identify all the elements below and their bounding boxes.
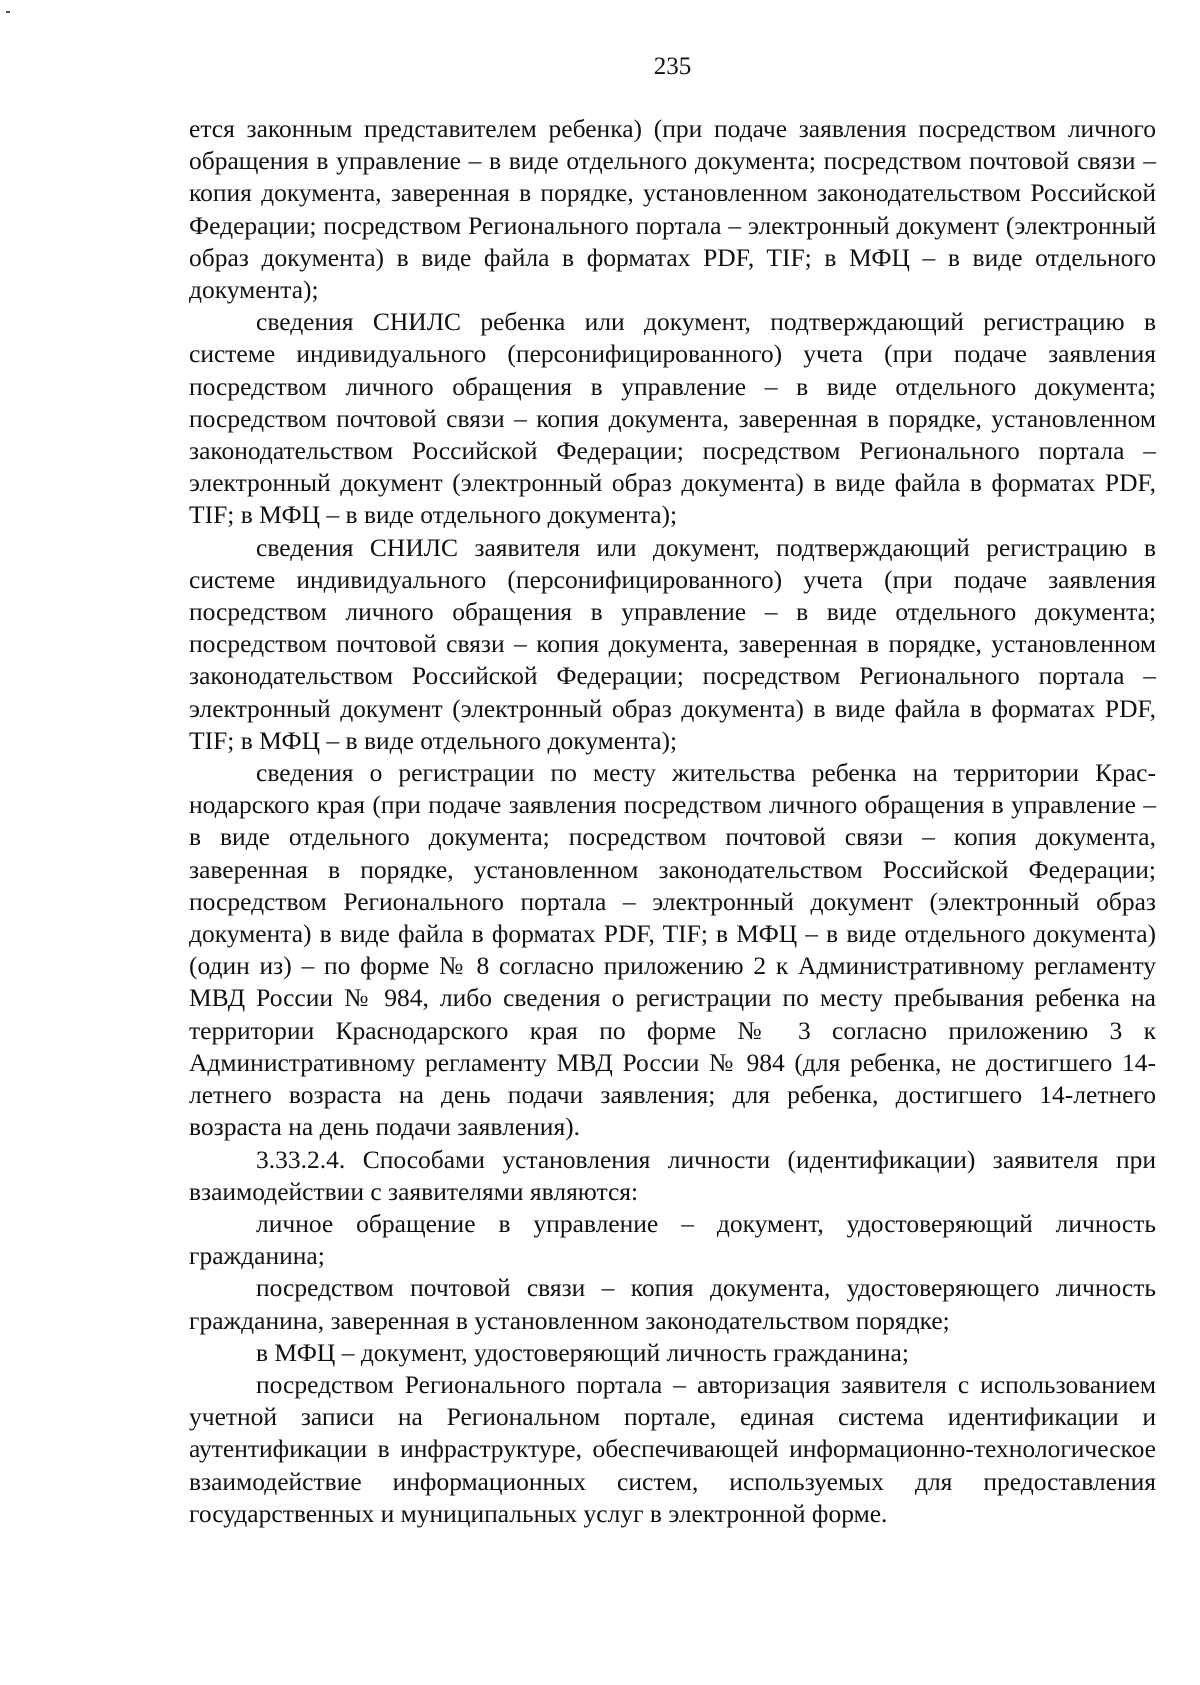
- paragraph-regional-portal: посредством Регионального портала – авторизация заявителя с использованием учетной записи на Региональном портале, единая система идентификации и аутентификации в инфраструктуре, обеспечивающей информационно-технологическое взаимодействие информационных систем, используемых для предоставления государственных и муниципальных услуг в электронной форме.: [189, 1369, 1156, 1528]
- paragraph-personal-visit: личное обращение в управление – документ, удостоверяющий личность гражданина;: [189, 1208, 1156, 1271]
- paragraph-postal: посредством почтовой связи – копия документа, удостоверяющего личность гражданина, заверенная в установленном законодательством порядке;: [189, 1273, 1156, 1335]
- paragraph-snils-applicant: сведения СНИЛС заявителя или документ, подтверждающий регистрацию в системе индивидуального (персонифицированного) учета (при подаче заявления посредством личного обращения в управление – в виде отдельного документа; посредством почтовой связи – копия документа, заверенная в порядке, установленном законодательством Российской Федерации; посредством Регионального портала – электронный документ (электронный образ документа) в виде файла в форматах PDF, TIF; в МФЦ – в виде отдельного документа);: [189, 532, 1156, 755]
- scan-artifact: [6, 11, 10, 13]
- paragraph-section-3-33-2-4: 3.33.2.4. Способами установления личности (идентификации) заявителя при взаимодействии с заявителями являются:: [189, 1144, 1156, 1206]
- page-number: 235: [653, 53, 692, 80]
- document-body: [189, 113, 1156, 1530]
- paragraph-snils-child: сведения СНИЛС ребенка или документ, подтверждающий регистрацию в системе индивидуального (персонифицированного) учета (при подаче заявления посредством личного обращения в управление – в виде отдельного документа; посредством почтовой связи – копия документа, заверенная в порядке, установленном законодательством Российской Федерации; посредством Регионального портала – электронный документ (электронный образ документа) в виде файла в форматах PDF, TIF; в МФЦ – в виде отдельного документа);: [189, 307, 1156, 530]
- paragraph-registration-info: сведения о регистрации по месту жительства ребенка на территории Краснодарского края (при подаче заявления посредством личного обращения в управление – в виде отдельного документа; посредством почтовой связи – копия документа, заверенная в порядке, установленном законодательством Российской Федерации; посредством Регионального портала – электронный документ (электронный образ документа) в виде файла в форматах PDF, TIF; в МФЦ – в виде отдельного документа) (один из) – по форме № 8 согласно приложению 2 к Административному регламенту МВД России № 984, либо сведения о регистрации по месту пребывания ребенка на территории Краснодарского края по форме № 3 согласно приложению 3 к Административному регламенту МВД России № 984 (для ребенка, не достигшего 14-летнего возраста на день подачи заявления; для ребенка, достигшего 14-летнего возраста на день подачи заявления).: [189, 758, 1156, 1142]
- paragraph-continuation: ется законным представителем ребенка) (при подаче заявления посредством личного обращения в управление – в виде отдельного документа; посредством почтовой связи – копия документа, заверенная в порядке, установленном законодательством Российской Федерации; посредством Регионального портала – электронный документ (электронный образ документа) в виде файла в форматах PDF, TIF; в МФЦ – в виде отдельного документа);: [189, 114, 1156, 305]
- paragraph-mfc: в МФЦ – документ, удостоверяющий личность гражданина;: [256, 1337, 909, 1367]
